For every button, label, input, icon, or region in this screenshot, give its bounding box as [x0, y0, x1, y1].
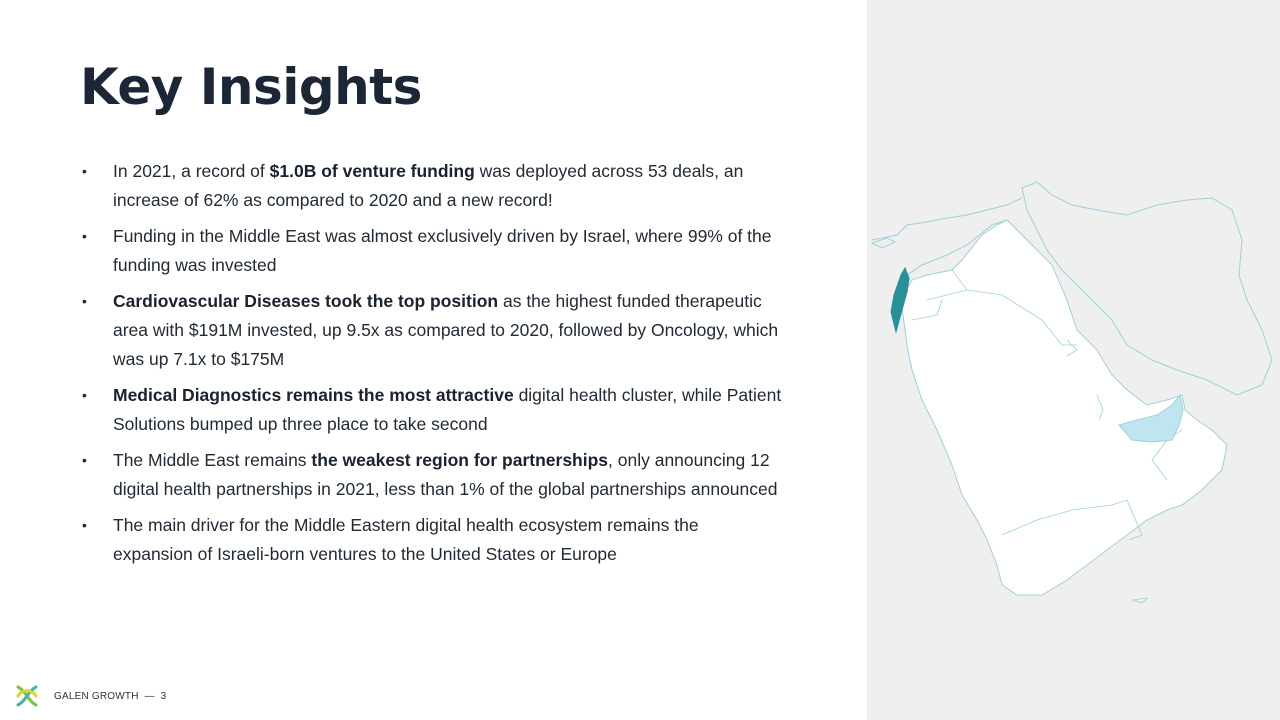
- bullet-text: The main driver for the Middle Eastern digital health ecosystem remains the expansion of Israeli-born ventures to the United States or Europe: [113, 515, 699, 564]
- bullet-text: digital health cluster, while Patient Solutions bumped up three place to take second: [113, 385, 782, 434]
- bullet-dot-icon: •: [82, 228, 87, 244]
- footer: [12, 680, 166, 712]
- insight-bullet: [82, 157, 782, 215]
- insights-list: [82, 157, 782, 576]
- bullet-text-bold: Medical Diagnostics remains the most attractive: [113, 385, 514, 405]
- footer-brand: GALEN GROWTH: [54, 690, 139, 702]
- map-island: [1132, 598, 1147, 603]
- page-number: 3: [160, 690, 167, 702]
- bullet-text-bold: $1.0B of venture funding: [269, 161, 475, 181]
- bullet-text: Funding in the Middle East was almost exclusively driven by Israel, where 99% of the funding was invested: [113, 226, 772, 275]
- bullet-text: In 2021, a record of: [113, 161, 270, 181]
- insight-bullet: [82, 381, 782, 439]
- bullet-text: The Middle East remains: [113, 450, 312, 470]
- insight-bullet: [82, 287, 782, 374]
- bullet-text: as the highest funded therapeutic area with $191M invested, up 9.5x as compared to 2020, followed by Oncology, which was up 7.1x to $175M: [113, 291, 779, 369]
- bullet-dot-icon: •: [82, 387, 87, 403]
- middle-east-map: [867, 0, 1280, 720]
- bullet-dot-icon: •: [82, 163, 87, 179]
- slide-title: Key Insights: [80, 58, 422, 116]
- bullet-dot-icon: •: [82, 293, 87, 309]
- bullet-text-bold: Cardiovascular Diseases took the top position: [113, 291, 499, 311]
- insight-bullet: [82, 446, 782, 504]
- bullet-dot-icon: •: [82, 517, 87, 533]
- bullet-dot-icon: •: [82, 452, 87, 468]
- insight-bullet: [82, 222, 782, 280]
- galen-growth-logo-icon: [12, 681, 42, 711]
- footer-separator: —: [144, 690, 155, 702]
- map-panel: [867, 0, 1280, 720]
- insight-bullet: [82, 511, 782, 569]
- bullet-text-bold: the weakest region for partnerships: [311, 450, 609, 470]
- bullet-text: was deployed across 53 deals, an increase of 62% as compared to 2020 and a new record!: [113, 161, 744, 210]
- bullet-text: , only announcing 12 digital health partnerships in 2021, less than 1% of the global partnerships announced: [113, 450, 778, 499]
